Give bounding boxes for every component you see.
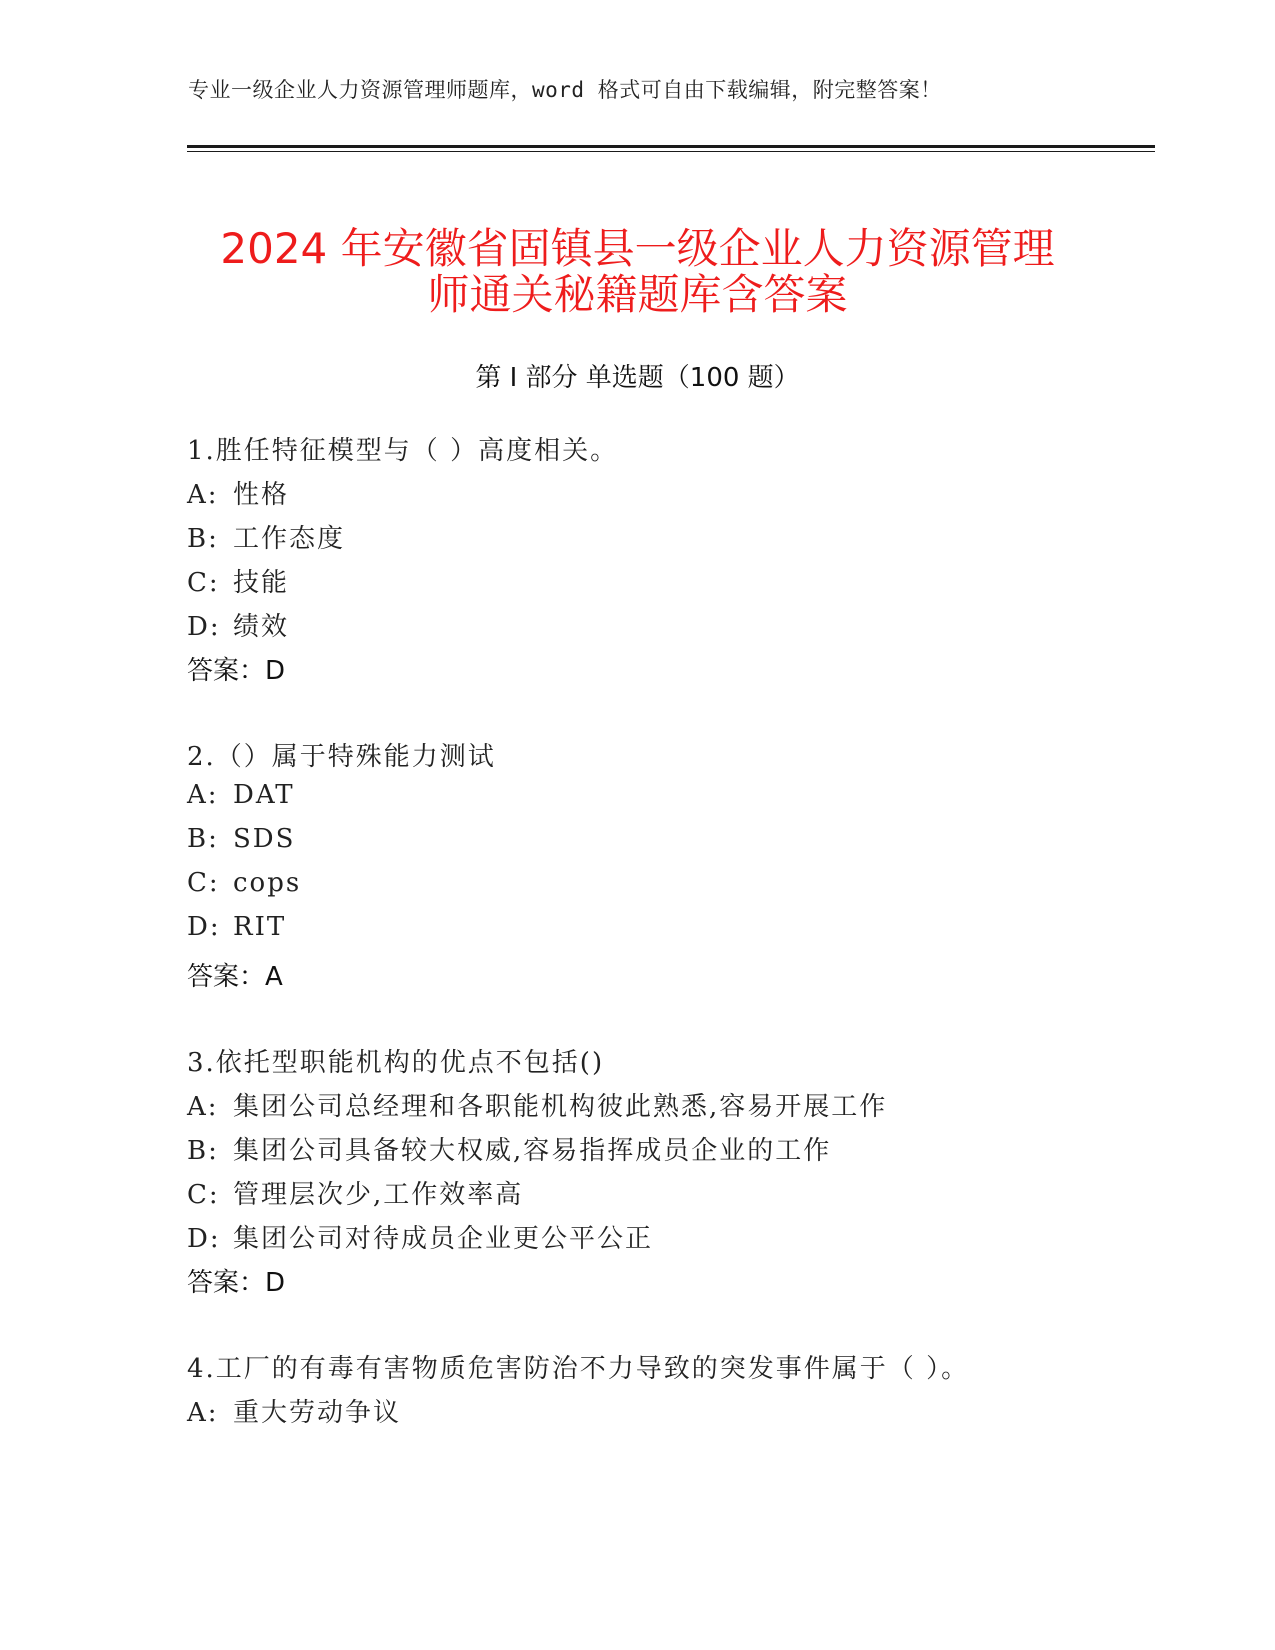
option-text: 集团公司对待成员企业更公平公正 xyxy=(233,1224,654,1254)
option-text: 集团公司总经理和各职能机构彼此熟悉,容易开展工作 xyxy=(233,1092,888,1122)
question-stem: 1.胜任特征模型与（ ）高度相关。 xyxy=(187,436,619,466)
option-text: 绩效 xyxy=(233,612,290,642)
option-label: A: xyxy=(187,780,219,810)
header-rule-thin xyxy=(187,151,1155,152)
option-text: RIT xyxy=(233,912,287,942)
option-text: SDS xyxy=(233,824,296,854)
option-text: 技能 xyxy=(233,568,290,598)
option-text: cops xyxy=(233,868,302,898)
option-text: 工作态度 xyxy=(233,524,346,554)
question-stem: 3.依托型职能机构的优点不包括() xyxy=(187,1048,605,1078)
option-label: A: xyxy=(187,1092,219,1122)
answer-line: 答案：D xyxy=(187,1268,286,1298)
option-b xyxy=(187,824,295,854)
answer-line: 答案：D xyxy=(187,656,286,686)
header-rule-thick xyxy=(187,145,1155,148)
option-c xyxy=(187,1174,523,1211)
option-text: 管理层次少,工作效率高 xyxy=(233,1180,524,1210)
option-text: DAT xyxy=(233,780,295,810)
header-note: 专业一级企业人力资源管理师题库，word 格式可自由下载编辑，附完整答案！ xyxy=(188,78,942,102)
section-heading: 第 I 部分 单选题（100 题） xyxy=(475,363,800,393)
option-d xyxy=(187,1218,653,1255)
option-label: A: xyxy=(187,480,219,510)
option-label: A: xyxy=(187,1398,219,1428)
option-label: D: xyxy=(187,1224,221,1254)
option-label: D: xyxy=(187,912,221,942)
option-label: B: xyxy=(187,824,219,854)
option-a xyxy=(187,1086,887,1123)
option-a xyxy=(187,780,295,810)
question-stem: 4.工厂的有毒有害物质危害防治不力导致的突发事件属于（ ）。 xyxy=(187,1354,970,1384)
option-text: 性格 xyxy=(233,480,290,510)
option-label: B: xyxy=(187,524,219,554)
option-label: C: xyxy=(187,868,220,898)
document-title-line-2: 师通关秘籍题库含答案 xyxy=(427,270,848,320)
option-label: C: xyxy=(187,1180,220,1210)
document-title-line-1: 2024 年安徽省固镇县一级企业人力资源管理 xyxy=(220,224,1055,274)
option-d xyxy=(187,912,286,942)
option-d xyxy=(187,606,289,643)
option-label: B: xyxy=(187,1136,219,1166)
option-c xyxy=(187,562,289,599)
document-title xyxy=(140,226,1135,318)
option-label: C: xyxy=(187,568,220,598)
option-a xyxy=(187,474,289,511)
option-b xyxy=(187,518,345,555)
option-text: 重大劳动争议 xyxy=(233,1398,402,1428)
option-b xyxy=(187,1130,831,1167)
option-a xyxy=(187,1392,401,1429)
option-c xyxy=(187,868,301,898)
option-text: 集团公司具备较大权威,容易指挥成员企业的工作 xyxy=(233,1136,832,1166)
answer-line: 答案：A xyxy=(187,962,283,992)
question-stem: 2.（）属于特殊能力测试 xyxy=(187,742,496,772)
option-label: D: xyxy=(187,612,221,642)
